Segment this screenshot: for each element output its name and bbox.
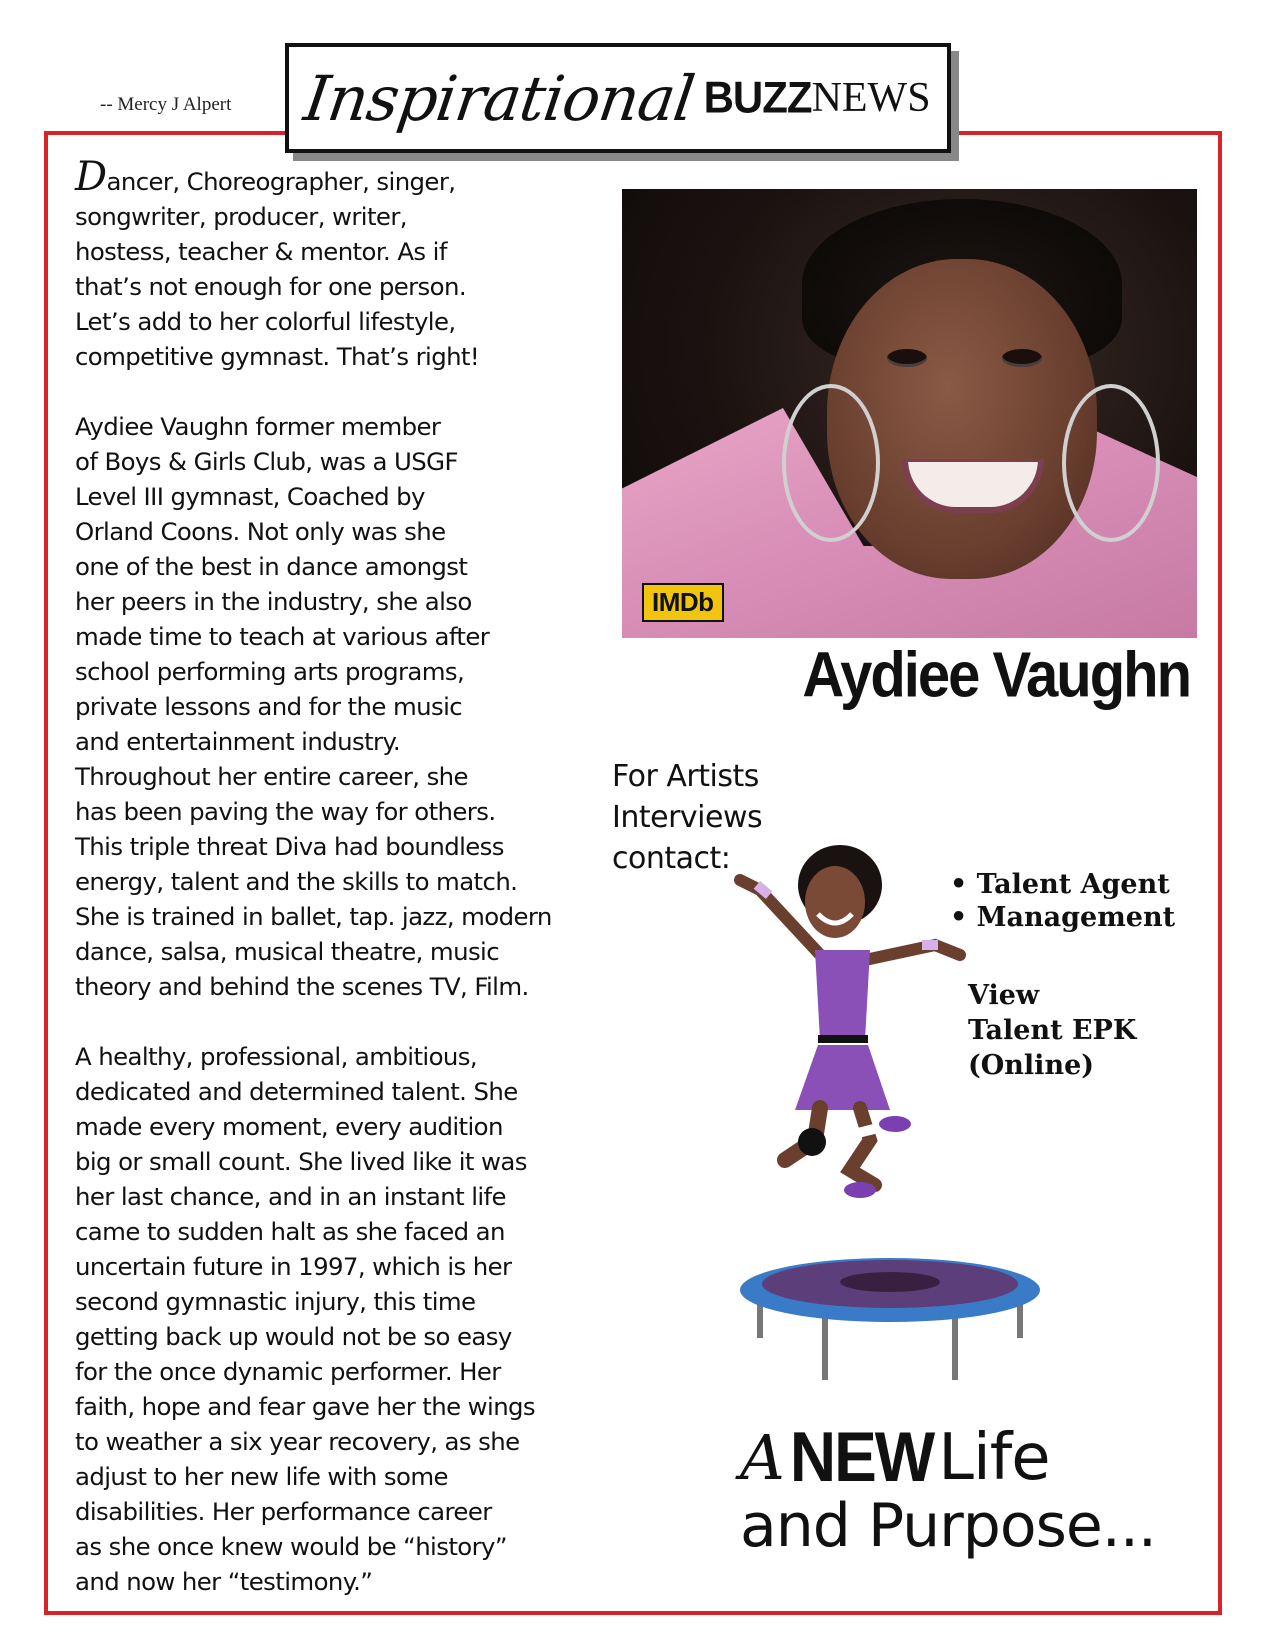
figure-wristband-right bbox=[922, 940, 938, 950]
article-line: to weather a six year recovery, as she bbox=[75, 1427, 520, 1456]
figure-shoe-left bbox=[844, 1182, 876, 1198]
article-line: Throughout her entire career, she bbox=[75, 762, 468, 791]
article-line: getting back up would not be so easy bbox=[75, 1322, 512, 1351]
article-line: energy, talent and the skills to match. bbox=[75, 867, 518, 896]
tagline bbox=[740, 1417, 1160, 1561]
figure-leg-right bbox=[850, 1108, 875, 1185]
portrait-eye-right bbox=[1002, 349, 1042, 367]
article-line: Dancer, Choreographer, singer, bbox=[75, 154, 456, 200]
figure-kneepad bbox=[798, 1128, 826, 1156]
figure-face bbox=[805, 866, 865, 938]
article-line: A healthy, professional, ambitious, bbox=[75, 1042, 478, 1071]
article-line: This triple threat Diva had boundless bbox=[75, 832, 504, 861]
article-line: and entertainment industry. bbox=[75, 727, 400, 756]
article-body bbox=[75, 154, 575, 1634]
portrait-eye-left bbox=[887, 349, 927, 367]
epk-line: Talent EPK bbox=[968, 1015, 1137, 1046]
imdb-badge[interactable]: IMDb bbox=[642, 583, 724, 622]
article-line: one of the best in dance amongst bbox=[75, 552, 468, 581]
talent-epk-link[interactable] bbox=[968, 978, 1136, 1083]
article-line: dedicated and determined talent. She bbox=[75, 1077, 518, 1106]
earring-left bbox=[782, 384, 880, 542]
trampoline-illustration bbox=[735, 1250, 1045, 1390]
article-line: made time to teach at various after bbox=[75, 622, 490, 651]
article-line: school performing arts programs, bbox=[75, 657, 465, 686]
article-line: Level III gymnast, Coached by bbox=[75, 482, 425, 511]
article-line: and now her “testimony.” bbox=[75, 1567, 373, 1596]
trampoline-center bbox=[840, 1272, 940, 1292]
article-line: as she once knew would be “history” bbox=[75, 1532, 507, 1561]
article-line: faith, hope and fear gave her the wings bbox=[75, 1392, 536, 1421]
article-line: came to sudden halt as she faced an bbox=[75, 1217, 505, 1246]
portrait-photo bbox=[622, 189, 1197, 638]
article-line: hostess, teacher & mentor. As if bbox=[75, 237, 447, 266]
masthead-script: Inspirational bbox=[300, 61, 699, 135]
figure-belt bbox=[818, 1035, 868, 1043]
article-line: second gymnastic injury, this time bbox=[75, 1287, 476, 1316]
contact-line: Interviews bbox=[612, 800, 763, 835]
article-line: of Boys & Girls Club, was a USGF bbox=[75, 447, 458, 476]
article-line: competitive gymnast. That’s right! bbox=[75, 342, 480, 371]
paragraph-1 bbox=[75, 154, 575, 374]
masthead-buzz: BUZZ bbox=[703, 72, 812, 123]
tagline-life: Life bbox=[938, 1421, 1050, 1495]
tagline-purpose: and Purpose... bbox=[740, 1491, 1156, 1561]
article-line: adjust to her new life with some bbox=[75, 1462, 448, 1491]
figure-arm-right bbox=[865, 945, 960, 960]
article-line: uncertain future in 1997, which is her bbox=[75, 1252, 512, 1281]
service-management[interactable]: • Management bbox=[950, 902, 1176, 933]
figure-top bbox=[815, 950, 870, 1040]
article-line: She is trained in ballet, tap. jazz, modern bbox=[75, 902, 552, 931]
tagline-a: A bbox=[740, 1421, 785, 1494]
article-line: Let’s add to her colorful lifestyle, bbox=[75, 307, 456, 336]
masthead-news: NEWS bbox=[811, 75, 931, 121]
masthead bbox=[285, 43, 951, 153]
epk-line: (Online) bbox=[968, 1050, 1095, 1081]
contact-line: contact: bbox=[612, 841, 731, 876]
article-line: that’s not enough for one person. bbox=[75, 272, 466, 301]
earring-right bbox=[1062, 384, 1160, 542]
figure-shoe-right bbox=[879, 1116, 911, 1132]
byline: -- Mercy J Alpert bbox=[100, 94, 232, 115]
drop-cap: D bbox=[75, 154, 107, 200]
article-line: theory and behind the scenes TV, Film. bbox=[75, 972, 529, 1001]
paragraph-3 bbox=[75, 1039, 575, 1599]
article-line: disabilities. Her performance career bbox=[75, 1497, 492, 1526]
article-line: Orland Coons. Not only was she bbox=[75, 517, 446, 546]
tagline-new: NEW bbox=[789, 1417, 934, 1497]
service-talent-agent[interactable]: • Talent Agent bbox=[950, 869, 1170, 900]
article-line: her peers in the industry, she also bbox=[75, 587, 472, 616]
article-line: made every moment, every audition bbox=[75, 1112, 503, 1141]
article-line: songwriter, producer, writer, bbox=[75, 202, 407, 231]
article-line: has been paving the way for others. bbox=[75, 797, 496, 826]
contact-line: For Artists bbox=[612, 759, 759, 794]
article-line: private lessons and for the music bbox=[75, 692, 463, 721]
figure-skirt bbox=[795, 1045, 890, 1110]
article-line: big or small count. She lived like it was bbox=[75, 1147, 527, 1176]
article-line: Aydiee Vaughn former member bbox=[75, 412, 441, 441]
jumping-figure-illustration bbox=[700, 840, 980, 1260]
epk-line: View bbox=[968, 980, 1040, 1011]
services-list bbox=[950, 868, 1175, 934]
article-line: her last chance, and in an instant life bbox=[75, 1182, 506, 1211]
photo-caption-name: Aydiee Vaughn bbox=[802, 639, 1190, 711]
paragraph-2 bbox=[75, 409, 575, 1004]
article-line: for the once dynamic performer. Her bbox=[75, 1357, 501, 1386]
article-line: dance, salsa, musical theatre, music bbox=[75, 937, 500, 966]
